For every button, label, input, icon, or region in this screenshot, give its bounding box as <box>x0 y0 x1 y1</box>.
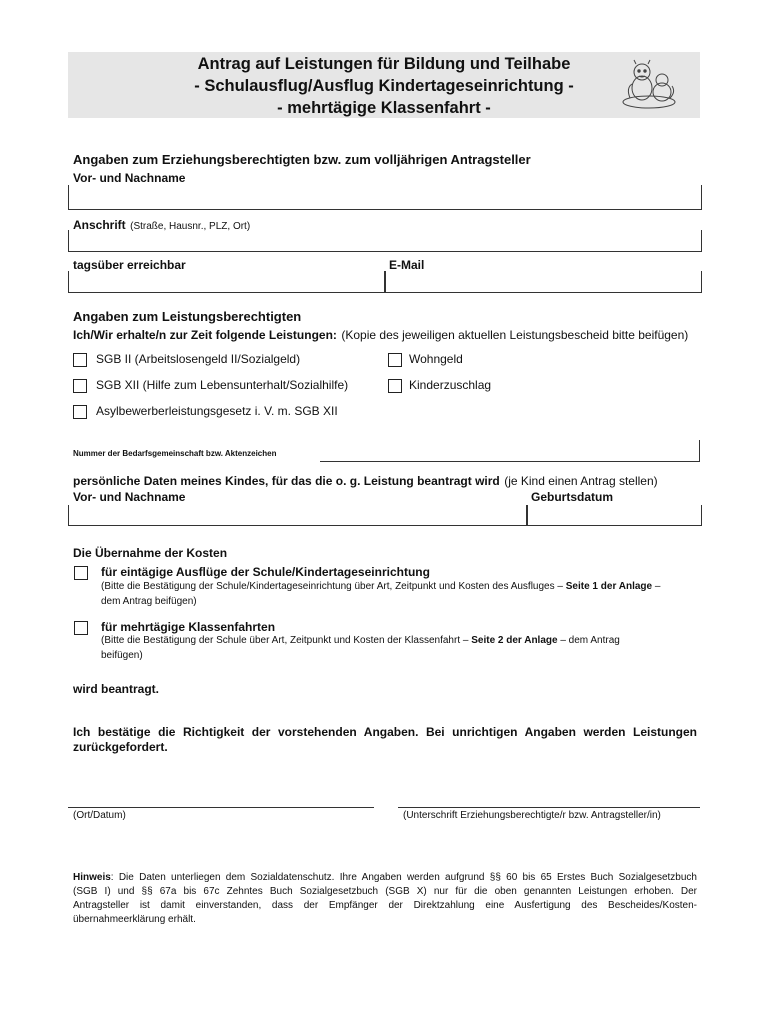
notice-line-2: (SGB I) und §§ 67a bis 67c Zehntes Buch Sozialgesetzbuch (SGB X) nur für die oben genannten Leistungen erhoben. Der <box>73 886 697 897</box>
child-name-label: Vor- und Nachname <box>73 490 186 504</box>
class-trip-note-c: beifügen) <box>101 650 143 661</box>
day-trip-note-c: dem Antrag beifügen) <box>101 596 197 607</box>
kinderzuschlag-checkbox[interactable] <box>388 379 402 393</box>
address-hint: (Straße, Hausnr., PLZ, Ort) <box>130 221 251 232</box>
child-heading <box>73 472 658 490</box>
address-label: Anschrift <box>73 218 126 232</box>
reachable-field[interactable] <box>68 271 386 293</box>
day-trip-title: für eintägige Ausflüge der Schule/Kindertageseinrichtung <box>101 565 430 579</box>
email-field[interactable] <box>384 271 702 293</box>
notice-line-1-text: : Die Daten unterliegen dem Sozialdatenschutz. Ihre Angaben werden aufgrund §§ 60 bis 65 Erstes Buch Sozialgesetzbuch <box>110 872 697 883</box>
email-label: E-Mail <box>389 258 425 272</box>
guardian-heading: Angaben zum Erziehungsberechtigten bzw. zum volljährigen Antragsteller <box>73 152 531 167</box>
reachable-label: tagsüber erreichbar <box>73 258 186 272</box>
beneficiary-intro-rest: (Kopie des jeweiligen aktuellen Leistungsbescheid bitte beifügen) <box>341 328 689 342</box>
sgb12-checkbox[interactable] <box>73 379 87 393</box>
class-trip-note-bold: Seite 2 der Anlage <box>471 635 558 646</box>
child-dob-field[interactable] <box>526 505 702 526</box>
class-trip-note-b: – dem Antrag <box>560 635 620 646</box>
beneficiary-intro-bold: Ich/Wir erhalte/n zur Zeit folgende Leistungen: <box>73 328 337 342</box>
form-title-line-3: - mehrtägige Klassenfahrt - <box>277 99 491 117</box>
guardian-name-label: Vor- und Nachname <box>73 171 186 185</box>
kinderzuschlag-label: Kinderzuschlag <box>409 378 492 392</box>
sgb2-checkbox[interactable] <box>73 353 87 367</box>
notice-line-1 <box>73 871 697 885</box>
case-number-field[interactable] <box>699 440 700 462</box>
day-trip-note <box>101 581 697 592</box>
asylum-label: Asylbewerberleistungsgesetz i. V. m. SGB XII <box>96 404 338 418</box>
asylum-checkbox[interactable] <box>73 405 87 419</box>
class-trip-note-a: (Bitte die Bestätigung der Schule über Art, Zeitpunkt und Kosten der Klassenfahrt – <box>101 635 469 646</box>
beneficiary-heading: Angaben zum Leistungsberechtigten <box>73 309 302 324</box>
confirmation-line-2: zurückgefordert. <box>73 740 168 754</box>
case-number-line <box>320 461 700 462</box>
address-field[interactable] <box>68 230 702 252</box>
signature-label: (Unterschrift Erziehungsberechtigte/r bzw. Antragsteller/in) <box>403 810 661 821</box>
form-title-line-2: - Schulausflug/Ausflug Kindertageseinrichtung - <box>194 77 574 95</box>
place-date-label: (Ort/Datum) <box>73 810 126 821</box>
sgb12-label: SGB XII (Hilfe zum Lebensunterhalt/Sozialhilfe) <box>96 378 349 392</box>
form-title-line-1: Antrag auf Leistungen für Bildung und Teilhabe <box>197 55 571 73</box>
wohngeld-checkbox[interactable] <box>388 353 402 367</box>
class-trip-note <box>101 635 697 646</box>
costs-heading: Die Übernahme der Kosten <box>73 546 228 560</box>
child-dob-label: Geburtsdatum <box>531 490 614 504</box>
sgb2-label: SGB II (Arbeitslosengeld II/Sozialgeld) <box>96 352 301 366</box>
notice-line-3: Antragsteller ist damit einverstanden, dass der Empfänger der Direktzahlung eine Ausfertigung des Bescheides/Kosten- <box>73 900 697 911</box>
notice-line-4: übernahmeerklärung erhält. <box>73 914 196 925</box>
signature-line[interactable] <box>398 807 700 808</box>
confirmation-line-1: Ich bestätige die Richtigkeit der vorstehenden Angaben. Bei unrichtigen Angaben werden Leistungen <box>73 725 697 739</box>
class-trip-title: für mehrtägige Klassenfahrten <box>101 620 276 634</box>
case-number-label: Nummer der Bedarfsgemeinschaft bzw. Aktenzeichen <box>73 449 277 458</box>
child-heading-bold: persönliche Daten meines Kindes, für das die o. g. Leistung beantragt wird <box>73 474 500 488</box>
day-trip-note-a: (Bitte die Bestätigung der Schule/Kindertageseinrichtung über Art, Zeitpunkt und Kosten des Ausfluges – <box>101 581 563 592</box>
day-trip-checkbox[interactable] <box>74 566 88 580</box>
class-trip-checkbox[interactable] <box>74 621 88 635</box>
beneficiary-intro <box>73 326 688 344</box>
day-trip-note-b: – <box>654 581 661 592</box>
place-date-line[interactable] <box>68 807 374 808</box>
mascot-illustration <box>618 58 680 110</box>
guardian-name-field[interactable] <box>68 185 702 210</box>
child-name-field[interactable] <box>68 505 528 526</box>
child-heading-rest: (je Kind einen Antrag stellen) <box>504 474 658 488</box>
wohngeld-label: Wohngeld <box>409 352 463 366</box>
requested-text: wird beantragt. <box>73 682 160 696</box>
notice-label: Hinweis <box>73 872 111 883</box>
day-trip-note-bold: Seite 1 der Anlage <box>565 581 653 592</box>
privacy-notice <box>73 871 697 927</box>
